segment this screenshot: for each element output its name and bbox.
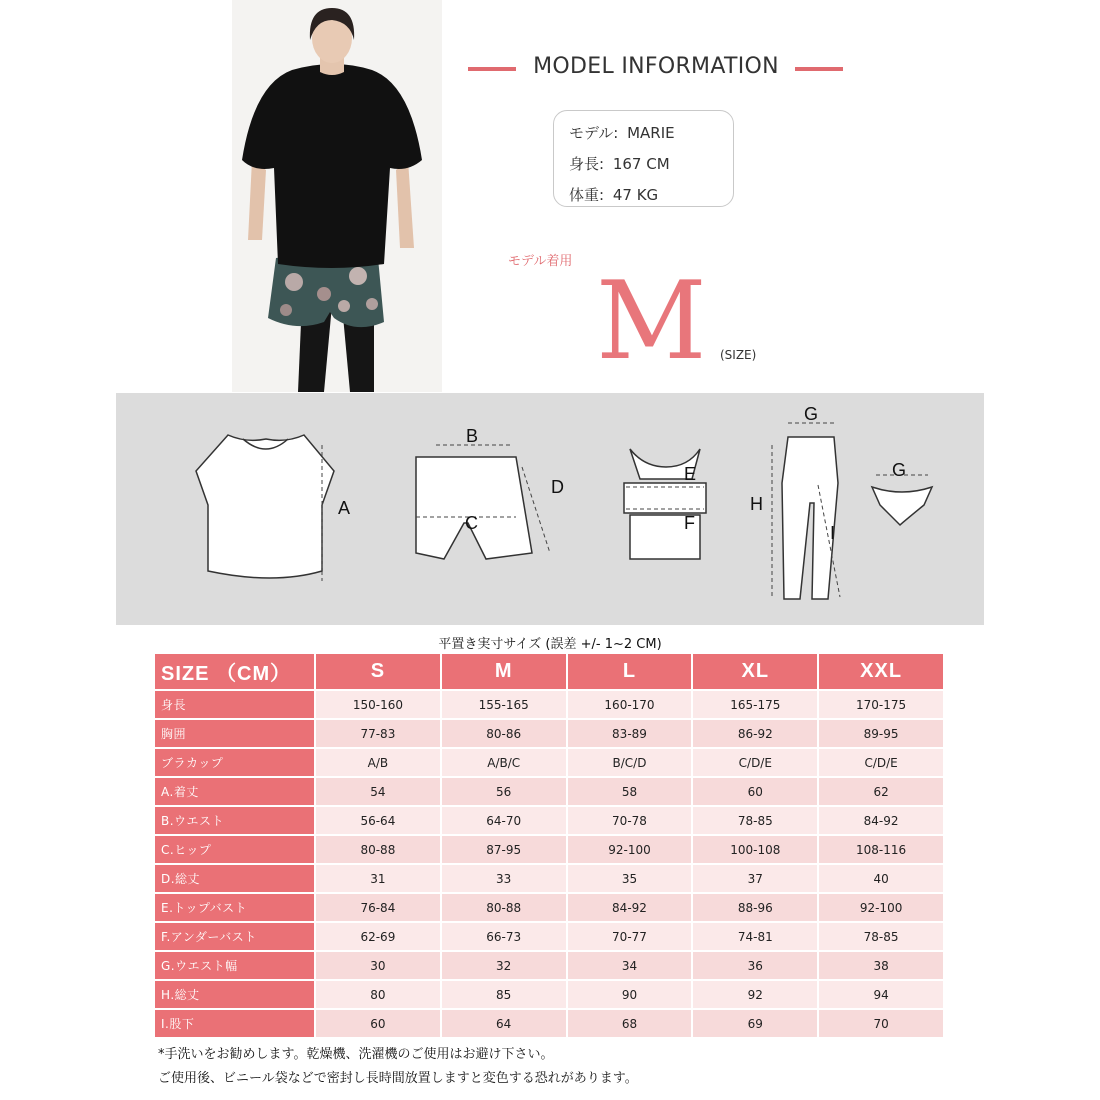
label-a: A [338, 498, 351, 518]
table-row [155, 749, 943, 776]
table-cell: 85 [442, 981, 566, 1008]
model-name-label: モデル: [569, 124, 619, 142]
row-label: G.ウエスト幅 [155, 952, 314, 979]
label-c: C [465, 513, 478, 533]
table-cell: 70-77 [568, 923, 692, 950]
table-cell: 160-170 [568, 691, 692, 718]
measurement-diagram [116, 393, 984, 625]
table-row [155, 807, 943, 834]
table-cell: 84-92 [568, 894, 692, 921]
row-label: 身長 [155, 691, 314, 718]
row-label: F.アンダーバスト [155, 923, 314, 950]
row-label: I.股下 [155, 1010, 314, 1037]
worn-size-letter: M [596, 259, 707, 384]
label-i: I [830, 523, 836, 543]
model-illustration [232, 0, 442, 392]
model-photo [232, 0, 442, 392]
table-cell: 155-165 [442, 691, 566, 718]
table-cell: 78-85 [819, 923, 943, 950]
table-cell: 56 [442, 778, 566, 805]
model-name-row [569, 118, 733, 149]
table-cell: 31 [316, 865, 440, 892]
table-cell: 100-108 [693, 836, 817, 863]
table-cell: 62-69 [316, 923, 440, 950]
row-label: H.総丈 [155, 981, 314, 1008]
row-label: 胸囲 [155, 720, 314, 747]
table-cell: 170-175 [819, 691, 943, 718]
label-f: F [684, 513, 695, 533]
table-cell: 32 [442, 952, 566, 979]
table-cell: 37 [693, 865, 817, 892]
table-cell: 30 [316, 952, 440, 979]
table-row [155, 778, 943, 805]
size-table [153, 652, 945, 1039]
header-size-l: L [568, 654, 692, 689]
care-note-1: *手洗いをお勧めします。乾燥機、洗濯機のご使用はお避け下さい。 [158, 1047, 554, 1062]
table-cell: 34 [568, 952, 692, 979]
table-row [155, 952, 943, 979]
size-table-header-row [155, 654, 943, 689]
table-cell: 62 [819, 778, 943, 805]
table-cell: 89-95 [819, 720, 943, 747]
model-info-box [553, 110, 734, 207]
model-weight-label: 体重: [569, 186, 605, 204]
table-cell: 77-83 [316, 720, 440, 747]
table-row [155, 1010, 943, 1037]
table-cell: 83-89 [568, 720, 692, 747]
table-cell: 38 [819, 952, 943, 979]
table-cell: 54 [316, 778, 440, 805]
title-divider-right [795, 67, 843, 71]
model-name-value: MARIE [627, 124, 675, 142]
table-cell: 88-96 [693, 894, 817, 921]
table-cell: 70-78 [568, 807, 692, 834]
table-cell: A/B [316, 749, 440, 776]
table-cell: C/D/E [693, 749, 817, 776]
table-cell: 60 [693, 778, 817, 805]
table-row [155, 894, 943, 921]
table-cell: 94 [819, 981, 943, 1008]
table-cell: 80-88 [316, 836, 440, 863]
table-cell: 90 [568, 981, 692, 1008]
header-size-s: S [316, 654, 440, 689]
tshirt-shape [196, 435, 334, 578]
table-cell: 92 [693, 981, 817, 1008]
table-cell: 78-85 [693, 807, 817, 834]
table-cell: 64-70 [442, 807, 566, 834]
care-note-2: ご使用後、ビニール袋などで密封し長時間放置しますと変色する恐れがあります。 [158, 1071, 638, 1086]
brief-shape [872, 487, 932, 525]
table-cell: 87-95 [442, 836, 566, 863]
table-cell: 64 [442, 1010, 566, 1037]
table-cell: 60 [316, 1010, 440, 1037]
model-height-row [569, 149, 733, 180]
table-cell: 69 [693, 1010, 817, 1037]
row-label: A.着丈 [155, 778, 314, 805]
table-cell: 66-73 [442, 923, 566, 950]
table-row [155, 691, 943, 718]
table-row [155, 923, 943, 950]
table-row [155, 981, 943, 1008]
table-cell: 108-116 [819, 836, 943, 863]
table-cell: B/C/D [568, 749, 692, 776]
table-cell: 68 [568, 1010, 692, 1037]
model-weight-value: 47 KG [612, 186, 659, 204]
header-size-unit: SIZE （CM） [155, 654, 314, 689]
table-cell: 80-86 [442, 720, 566, 747]
table-cell: 84-92 [819, 807, 943, 834]
model-height-value: 167 CM [612, 155, 670, 173]
size-note: (SIZE) [720, 348, 757, 362]
header-size-m: M [442, 654, 566, 689]
row-label: ブラカップ [155, 749, 314, 776]
table-cell: 56-64 [316, 807, 440, 834]
label-b: B [466, 426, 479, 446]
table-cell: 86-92 [693, 720, 817, 747]
label-g-brief: G [892, 460, 907, 480]
table-row [155, 836, 943, 863]
table-cell: 165-175 [693, 691, 817, 718]
table-cell: 80 [316, 981, 440, 1008]
title-divider-left [468, 67, 516, 71]
header-size-xl: XL [693, 654, 817, 689]
model-wearing-label: モデル着用 [508, 254, 573, 269]
table-cell: 36 [693, 952, 817, 979]
model-height-label: 身長: [569, 155, 605, 173]
model-weight-row [569, 180, 733, 211]
table-cell: 33 [442, 865, 566, 892]
table-cell: 70 [819, 1010, 943, 1037]
table-cell: 150-160 [316, 691, 440, 718]
table-cell: 35 [568, 865, 692, 892]
label-h: H [750, 494, 763, 514]
row-label: B.ウエスト [155, 807, 314, 834]
table-cell: 74-81 [693, 923, 817, 950]
table-cell: C/D/E [819, 749, 943, 776]
row-label: E.トップバスト [155, 894, 314, 921]
header-size-xxl: XXL [819, 654, 943, 689]
row-label: D.総丈 [155, 865, 314, 892]
size-table-caption: 平置き実寸サイズ (誤差 +/- 1~2 CM) [438, 637, 662, 652]
table-cell: 40 [819, 865, 943, 892]
label-d: D [551, 477, 564, 497]
garment-drawings [116, 393, 984, 625]
table-row [155, 720, 943, 747]
row-label: C.ヒップ [155, 836, 314, 863]
table-cell: 58 [568, 778, 692, 805]
table-cell: 76-84 [316, 894, 440, 921]
label-g-leggings: G [804, 404, 819, 424]
label-e: E [684, 464, 697, 484]
model-information-title: MODEL INFORMATION [533, 54, 779, 79]
care-notes [158, 1043, 638, 1091]
shorts-shape [416, 457, 532, 559]
table-cell: 92-100 [568, 836, 692, 863]
table-cell: 80-88 [442, 894, 566, 921]
table-cell: A/B/C [442, 749, 566, 776]
table-cell: 92-100 [819, 894, 943, 921]
leggings-shape [782, 437, 838, 599]
table-row [155, 865, 943, 892]
